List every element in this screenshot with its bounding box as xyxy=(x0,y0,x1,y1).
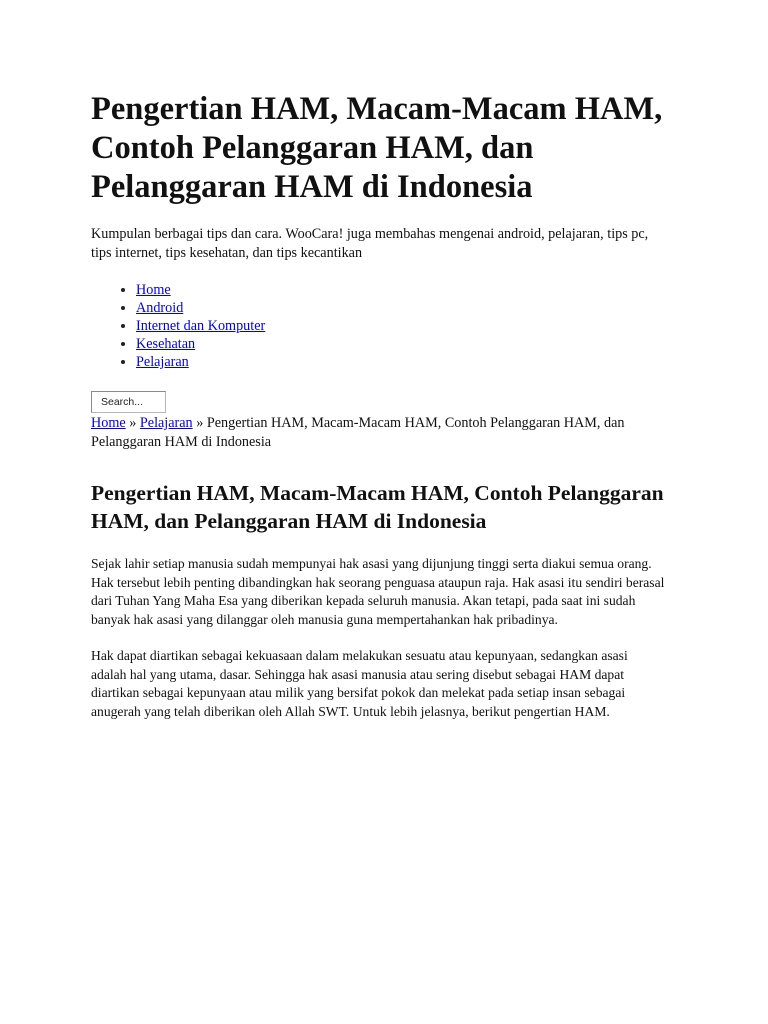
nav-link-internet-dan-komputer[interactable]: Internet dan Komputer xyxy=(136,318,266,334)
site-description: Kumpulan berbagai tips dan cara. WooCara! juga membahas mengenai android, pelajaran, tips pc, tips internet, tips kesehatan, dan tips kecantikan xyxy=(91,226,649,261)
post-body xyxy=(91,555,677,721)
nav-item-internet-dan-komputer xyxy=(136,317,677,335)
post-paragraph: Hak dapat diartikan sebagai kekuasaan dalam melakukan sesuatu atau kepunyaan, sedangkan asasi adalah hal yang utama, dasar. Sehingga hak asasi manusia atau sering disebut sebagai HAM dapat diartikan sebagai kepunyaan atau milik yang bersifat pokok dan melekat pada setiap insan sebagai anugerah yang telah diberikan oleh Allah SWT. Untuk lebih jelasnya, berikut pengertian HAM. xyxy=(91,648,628,719)
breadcrumb-current: Pengertian HAM, Macam-Macam HAM, Contoh Pelanggaran HAM, dan Pelanggaran HAM di Indonesia xyxy=(91,415,625,450)
breadcrumb xyxy=(91,414,681,452)
search-form xyxy=(91,391,677,413)
nav-link-android[interactable]: Android xyxy=(136,300,184,316)
nav-link-kesehatan[interactable]: Kesehatan xyxy=(136,336,196,352)
nav-item-home xyxy=(136,281,677,299)
site-title: Pengertian HAM, Macam-Macam HAM, Contoh Pelanggaran HAM, dan Pelanggaran HAM di Indonesia xyxy=(91,91,663,205)
breadcrumb-separator: » xyxy=(196,415,204,431)
breadcrumb-category-link[interactable]: Pelajaran xyxy=(139,415,193,431)
nav-link-home[interactable]: Home xyxy=(136,282,171,298)
nav-item-android xyxy=(136,299,677,317)
post-title: Pengertian HAM, Macam-Macam HAM, Contoh Pelanggaran HAM, dan Pelanggaran HAM di Indonesia xyxy=(91,481,664,533)
breadcrumb-separator: » xyxy=(129,415,137,431)
nav-link-pelajaran[interactable]: Pelajaran xyxy=(136,354,189,370)
nav-item-pelajaran xyxy=(136,353,677,371)
main-nav xyxy=(91,281,677,371)
search-input[interactable] xyxy=(91,391,166,413)
post-paragraph: Sejak lahir setiap manusia sudah mempunyai hak asasi yang dijunjung tinggi serta diakui semua orang. Hak tersebut lebih penting dibandingkan hak seorang penguasa ataupun raja. Hak asasi itu sendiri berasal dari Tuhan Yang Maha Esa yang diberikan kepada seluruh manusia. Akan tetapi, pada saat ini sudah banyak hak asasi yang dilanggar oleh manusia guna mempertahankan hak pribadinya. xyxy=(91,556,665,627)
nav-item-kesehatan xyxy=(136,335,677,353)
breadcrumb-home-link[interactable]: Home xyxy=(91,415,126,431)
